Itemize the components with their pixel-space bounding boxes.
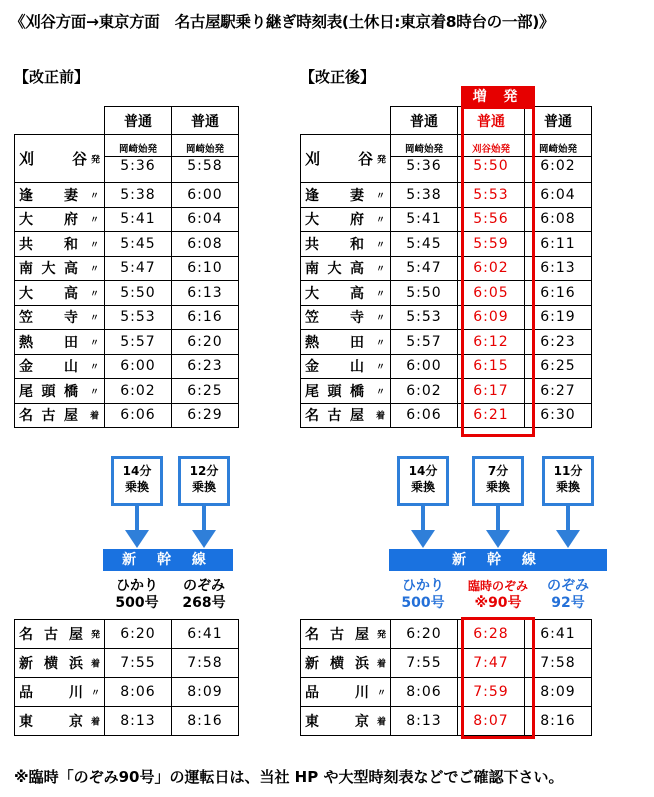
station-label: 逢 妻 (305, 187, 365, 204)
station-label: 大 府 (19, 212, 79, 229)
transfer-minutes: 11分 (553, 464, 583, 478)
station-name (15, 707, 105, 736)
time-cell: 6:30 (525, 403, 592, 428)
time-cell: 5:57 (391, 330, 458, 355)
time-cell: 5:59 (458, 232, 525, 257)
time-cell: 5:38 (391, 183, 458, 208)
time-cell: 5:45 (105, 232, 172, 257)
time-cell: 6:09 (458, 305, 525, 330)
station-label: 尾 頭 橋 (19, 383, 79, 400)
before-label: 【改正前】 (14, 68, 90, 86)
station-name (15, 403, 105, 428)
station-name (301, 354, 391, 379)
train-origin: 岡崎始発 (172, 135, 239, 157)
station-name (301, 678, 391, 707)
train-number: 500号 (115, 595, 159, 611)
station-name (301, 403, 391, 428)
time-cell: 6:06 (105, 403, 172, 428)
time-cell: 6:25 (172, 379, 239, 404)
station-mark: 着 (376, 717, 386, 728)
train-name: ひかり (402, 578, 444, 594)
transfer-label: 乗換 (485, 480, 510, 494)
time-cell: 6:00 (172, 183, 239, 208)
footnote: ※臨時「のぞみ90号」の運転日は、当社 HP や大型時刻表などでご確認下さい。 (14, 768, 564, 786)
station-mark: 〃 (89, 215, 100, 226)
shinkansen-bar-after: 新 幹 線 (389, 549, 607, 571)
station-mark: 〃 (89, 338, 100, 349)
shinkansen-time: 8:09 (172, 678, 239, 707)
shinkansen-time: 8:16 (172, 707, 239, 736)
station-name (301, 707, 391, 736)
station-mark: 〃 (376, 688, 386, 699)
time-cell: 6:21 (458, 403, 525, 428)
station-mark: 〃 (375, 387, 386, 398)
shinkansen-train-name (463, 578, 533, 612)
station-label: 品 川 (305, 685, 369, 701)
station-mark: 着 (90, 717, 100, 728)
time-cell: 5:53 (391, 305, 458, 330)
station-name (301, 207, 391, 232)
shinkansen-train-name (388, 578, 458, 612)
time-cell: 5:41 (391, 207, 458, 232)
transfer-minutes: 12分 (189, 464, 219, 478)
time-cell: 6:02 (391, 379, 458, 404)
time-cell: 6:08 (525, 207, 592, 232)
station-name (15, 649, 105, 678)
time-cell: 6:17 (458, 379, 525, 404)
shinkansen-time: 8:13 (105, 707, 172, 736)
added-train-highlight (461, 106, 535, 437)
time-cell: 5:50 (391, 281, 458, 306)
departure-time: 6:02 (525, 157, 592, 183)
train-number: 92号 (551, 595, 585, 611)
shinkansen-time: 6:20 (105, 620, 172, 649)
station-label: 尾 頭 橋 (305, 383, 365, 400)
departure-time: 5:50 (458, 157, 525, 183)
station-label: 刈 谷 (19, 149, 87, 168)
station-mark: 着 (89, 411, 100, 422)
shinkansen-time: 8:09 (525, 678, 592, 707)
shinkansen-bar-before: 新 幹 線 (103, 549, 233, 571)
time-cell: 6:00 (105, 354, 172, 379)
station-name (15, 620, 105, 649)
station-label: 品 川 (19, 685, 83, 701)
transfer-label: 乗換 (410, 480, 435, 494)
station-mark: 着 (375, 411, 386, 422)
transfer-label: 乗換 (555, 480, 580, 494)
before-local-timetable (14, 106, 239, 428)
time-cell: 5:41 (105, 207, 172, 232)
station-name (15, 379, 105, 404)
station-label: 熱 田 (19, 334, 79, 351)
shinkansen-time: 8:13 (391, 707, 458, 736)
train-name: のぞみ (183, 578, 225, 594)
after-label: 【改正後】 (300, 68, 376, 86)
departure-time: 5:36 (391, 157, 458, 183)
transfer-box (472, 456, 524, 506)
departure-time: 5:58 (172, 157, 239, 183)
station-name (301, 232, 391, 257)
after-shinkansen-timetable (300, 619, 592, 736)
train-type: 普通 (391, 107, 458, 135)
time-cell: 6:23 (172, 354, 239, 379)
station-mark: 〃 (89, 387, 100, 398)
time-cell: 6:15 (458, 354, 525, 379)
station-mark: 〃 (89, 240, 100, 251)
station-label: 東 京 (305, 714, 369, 730)
station-name (15, 330, 105, 355)
station-name (15, 256, 105, 281)
train-type: 普通 (105, 107, 172, 135)
shinkansen-time: 8:06 (105, 678, 172, 707)
time-cell: 5:53 (458, 183, 525, 208)
station-label: 共 和 (305, 236, 365, 253)
time-cell: 5:53 (105, 305, 172, 330)
station-name (15, 207, 105, 232)
station-name (15, 281, 105, 306)
shinkansen-train-name (533, 578, 603, 612)
time-cell: 5:45 (391, 232, 458, 257)
station-name (301, 256, 391, 281)
shinkansen-train-name (102, 578, 172, 612)
station-label: 新 横 浜 (305, 656, 369, 672)
shinkansen-time: 6:41 (525, 620, 592, 649)
station-mark: 〃 (90, 688, 100, 699)
station-label: 金 山 (305, 359, 365, 376)
train-number: 500号 (401, 595, 445, 611)
station-mark: 〃 (89, 191, 100, 202)
transfer-box (542, 456, 594, 506)
train-name: ひかり (116, 578, 158, 594)
time-cell: 6:12 (458, 330, 525, 355)
time-cell: 6:08 (172, 232, 239, 257)
shinkansen-time: 7:58 (525, 649, 592, 678)
time-cell: 6:23 (525, 330, 592, 355)
station-label: 逢 妻 (19, 187, 79, 204)
station-name (15, 305, 105, 330)
station-mark: 〃 (89, 362, 100, 373)
station-mark: 〃 (89, 289, 100, 300)
station-label: 名 古 屋 (19, 408, 79, 425)
station-label: 大 府 (305, 212, 365, 229)
station-mark: 〃 (375, 264, 386, 275)
added-train-badge: 増 発 (461, 86, 535, 108)
time-cell: 6:20 (172, 330, 239, 355)
added-shinkansen-highlight (461, 617, 535, 739)
train-origin: 岡崎始発 (391, 135, 458, 157)
station-mark: 発 (90, 630, 100, 641)
station-mark: 〃 (375, 338, 386, 349)
station-mark: 〃 (375, 313, 386, 324)
transfer-box (397, 456, 449, 506)
time-cell: 5:50 (105, 281, 172, 306)
time-cell: 6:00 (391, 354, 458, 379)
time-cell: 6:27 (525, 379, 592, 404)
shinkansen-time: 7:47 (458, 649, 525, 678)
station-name (301, 330, 391, 355)
station-label: 笠 寺 (19, 310, 79, 327)
station-label: 笠 寺 (305, 310, 365, 327)
transfer-minutes: 14分 (122, 464, 152, 478)
shinkansen-time: 7:55 (391, 649, 458, 678)
station-label: 熱 田 (305, 334, 365, 351)
transfer-minutes: 14分 (408, 464, 438, 478)
down-arrow-icon (409, 506, 437, 550)
train-origin: 刈谷始発 (458, 135, 525, 157)
train-type: 普通 (172, 107, 239, 135)
station-mark: 〃 (375, 289, 386, 300)
time-cell: 6:11 (525, 232, 592, 257)
time-cell: 6:02 (105, 379, 172, 404)
station-mark: 発 (376, 630, 386, 641)
time-cell: 6:06 (391, 403, 458, 428)
train-name: 臨時のぞみ (467, 579, 528, 593)
shinkansen-time: 6:28 (458, 620, 525, 649)
time-cell: 6:04 (525, 183, 592, 208)
train-type: 普通 (458, 107, 525, 135)
train-origin: 岡崎始発 (105, 135, 172, 157)
station-mark: 〃 (375, 215, 386, 226)
station-label: 大 高 (19, 285, 79, 302)
shinkansen-time: 7:58 (172, 649, 239, 678)
shinkansen-time: 7:55 (105, 649, 172, 678)
before-shinkansen-timetable (14, 619, 239, 736)
time-cell: 5:38 (105, 183, 172, 208)
station-name (301, 379, 391, 404)
station-name (301, 620, 391, 649)
transfer-box (178, 456, 230, 506)
time-cell: 6:10 (172, 256, 239, 281)
time-cell: 5:57 (105, 330, 172, 355)
train-origin: 岡崎始発 (525, 135, 592, 157)
station-label: 名 古 屋 (305, 627, 369, 643)
station-name (301, 281, 391, 306)
time-cell: 5:47 (391, 256, 458, 281)
station-mark: 〃 (89, 313, 100, 324)
train-number: ※90号 (474, 595, 522, 611)
train-type: 普通 (525, 107, 592, 135)
time-cell: 6:05 (458, 281, 525, 306)
shinkansen-train-name (169, 578, 239, 612)
time-cell: 5:56 (458, 207, 525, 232)
time-cell: 6:29 (172, 403, 239, 428)
station-mark: 〃 (375, 240, 386, 251)
station-label: 名 古 屋 (19, 627, 83, 643)
station-name (15, 135, 105, 183)
station-name (301, 305, 391, 330)
station-name (301, 183, 391, 208)
time-cell: 6:16 (525, 281, 592, 306)
down-arrow-icon (554, 506, 582, 550)
time-cell: 6:02 (458, 256, 525, 281)
station-name (15, 183, 105, 208)
time-cell: 6:16 (172, 305, 239, 330)
transfer-minutes: 7分 (487, 464, 509, 478)
transfer-label: 乗換 (124, 480, 149, 494)
station-label: 名 古 屋 (305, 408, 365, 425)
shinkansen-time: 7:59 (458, 678, 525, 707)
station-name (301, 649, 391, 678)
time-cell: 6:19 (525, 305, 592, 330)
station-label: 南 大 高 (19, 261, 79, 278)
station-label: 刈 谷 (305, 149, 373, 168)
station-mark: 着 (376, 659, 386, 670)
transfer-box (111, 456, 163, 506)
station-name (15, 232, 105, 257)
train-number: 268号 (182, 595, 226, 611)
station-mark: 〃 (375, 362, 386, 373)
station-name (15, 678, 105, 707)
departure-time: 5:36 (105, 157, 172, 183)
time-cell: 6:13 (172, 281, 239, 306)
time-cell: 6:25 (525, 354, 592, 379)
station-label: 大 高 (305, 285, 365, 302)
shinkansen-time: 8:07 (458, 707, 525, 736)
station-label: 南 大 高 (305, 261, 365, 278)
down-arrow-icon (190, 506, 218, 550)
after-local-timetable (300, 106, 592, 428)
time-cell: 6:04 (172, 207, 239, 232)
station-mark: 発 (376, 155, 386, 165)
station-label: 新 横 浜 (19, 656, 83, 672)
station-name (15, 354, 105, 379)
time-cell: 5:47 (105, 256, 172, 281)
station-mark: 〃 (89, 264, 100, 275)
shinkansen-time: 8:16 (525, 707, 592, 736)
down-arrow-icon (484, 506, 512, 550)
transfer-label: 乗換 (191, 480, 216, 494)
station-label: 金 山 (19, 359, 79, 376)
station-label: 東 京 (19, 714, 83, 730)
time-cell: 6:13 (525, 256, 592, 281)
station-mark: 着 (90, 659, 100, 670)
station-label: 共 和 (19, 236, 79, 253)
shinkansen-time: 8:06 (391, 678, 458, 707)
page-title: 《刈谷方面→東京方面 名古屋駅乗り継ぎ時刻表(土休日:東京着8時台の一部)》 (10, 13, 555, 31)
station-mark: 〃 (375, 191, 386, 202)
shinkansen-time: 6:20 (391, 620, 458, 649)
down-arrow-icon (123, 506, 151, 550)
train-name: のぞみ (547, 578, 589, 594)
station-mark: 発 (90, 155, 100, 165)
station-name (301, 135, 391, 183)
shinkansen-time: 6:41 (172, 620, 239, 649)
